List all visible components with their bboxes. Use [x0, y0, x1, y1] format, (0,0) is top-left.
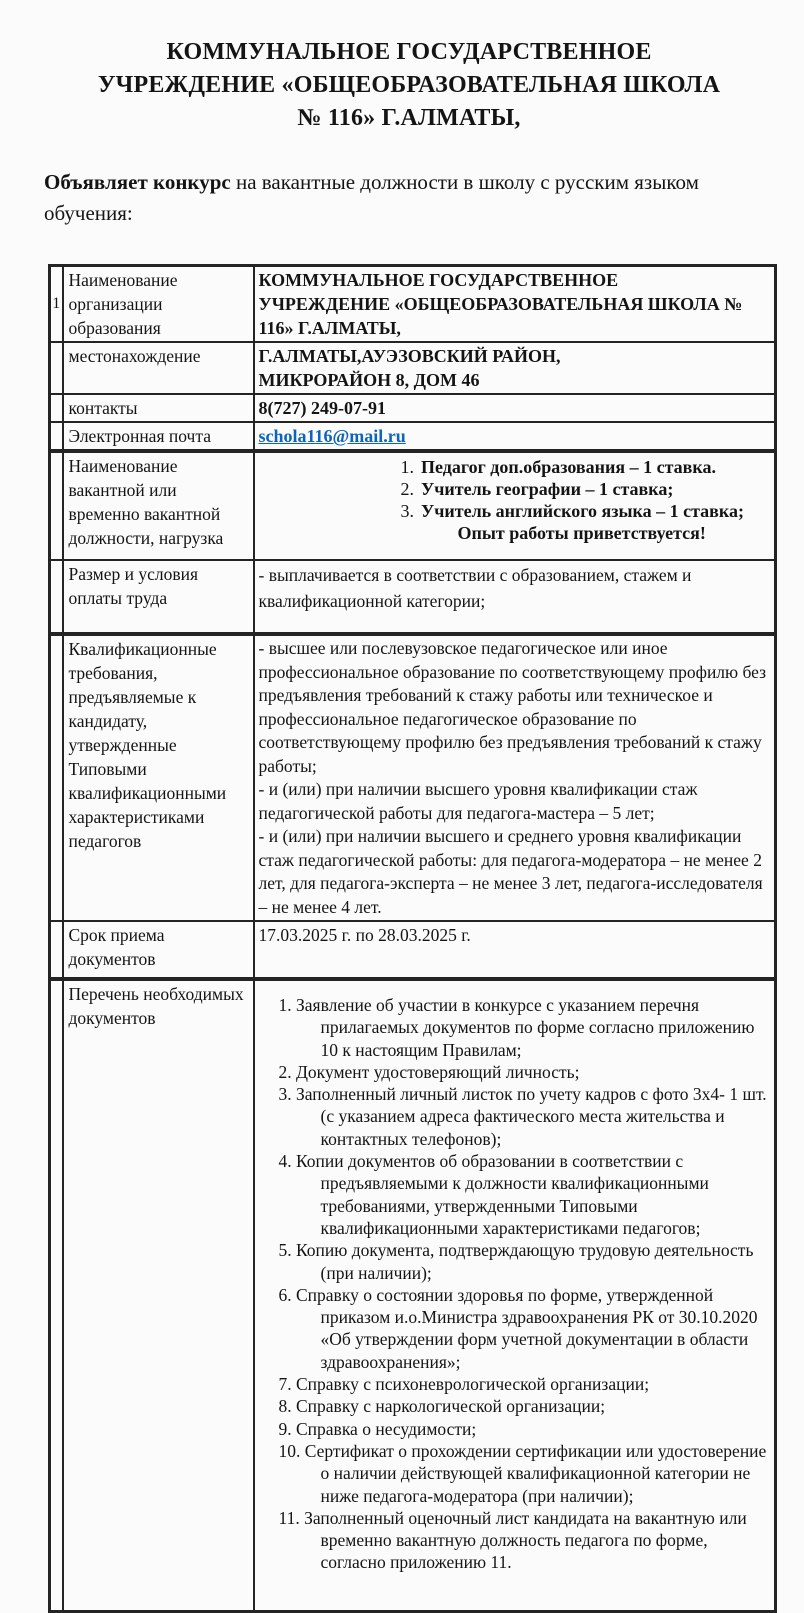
value-salary: - выплачивается в соответствии с образованием, стажем и квалификационной категории;: [254, 560, 776, 634]
vacancy-item: [401, 500, 769, 522]
document-list-item: 5. Копию документа, подтверждающую трудовую деятельность (при наличии);: [278, 1240, 754, 1283]
document-list-item: 10. Сертификат о прохождении сертификации или удостоверение о наличии действующей квалификационной категории не ниже педагога-модератора (при наличии);: [278, 1440, 767, 1506]
document-list-item: 11. Заполненный оценочный лист кандидата на вакантную или временно вакантную должность педагога по форме, согласно приложению 11.: [278, 1507, 747, 1573]
org-name-line: КОММУНАЛЬНОЕ ГОСУДАРСТВЕННОЕ: [258, 270, 619, 290]
label-org-name: Наименование организации образования: [63, 266, 254, 343]
experience-note: Опыт работы приветствуется!: [457, 523, 706, 543]
vacancy-item: [401, 478, 769, 500]
label-email: Электронная почта: [63, 422, 254, 451]
table-row-vacancies: [50, 451, 776, 560]
qualification-paragraph: - высшее или послевузовское педагогическое или иное профессиональное образование по соответствующему профилю без предъявления требований к стажу работы или техническое и профессиональное педагогическое образование по соответствующему профилю без предъявления требований к стажу работы;: [258, 638, 767, 776]
intro-bold-text: Объявляет конкурс: [44, 170, 231, 194]
vacancy-item-number: 3.: [400, 501, 414, 521]
vacancy-item-number: 2.: [400, 479, 414, 499]
vacancy-item: [401, 456, 769, 478]
table-row-email: [50, 422, 776, 451]
document-list-item: 2. Документ удостоверяющий личность;: [278, 1061, 580, 1082]
location-line: МИКРОРАЙОН 8, ДОМ 46: [258, 370, 480, 390]
label-qualifications: Квалификационные требования, предъявляемые к кандидату, утвержденные Типовыми квалификационными характеристиками педагогов: [63, 634, 254, 921]
document-list-item: 8. Справку с наркологической организации;: [278, 1396, 606, 1417]
row-index-cell: [50, 394, 63, 422]
table-row-required-documents: [50, 979, 776, 1611]
value-qualifications: [254, 634, 776, 921]
row-index-cell: 1: [50, 266, 63, 343]
table-row-org-name: [50, 266, 776, 343]
page-title: [44, 36, 774, 135]
row-index-cell: [50, 422, 63, 451]
label-salary: Размер и условия оплаты труда: [63, 560, 254, 634]
value-required-documents: [254, 979, 776, 1611]
vacancy-table: [48, 264, 777, 1613]
label-required-documents: Перечень необходимых документов: [63, 979, 254, 1611]
vacancy-item-text: Учитель географии – 1 ставка;: [421, 479, 674, 499]
row-index-cell: [50, 342, 63, 394]
document-list-item: 4. Копии документов об образовании в соответствии с предъявляемыми к должности квалификационными требованиями, утвержденными Типовыми квалификационными характеристиками педагогов;: [278, 1151, 709, 1238]
value-phone-number: 8(727) 249-07-91: [254, 394, 776, 422]
document-list-item: 6. Справку о состоянии здоровья по форме, утвержденной приказом и.о.Министра здравоохранения РК от 30.10.2020 «Об утверждении форм учетной документации в области здравоохранения»;: [278, 1284, 758, 1372]
table-row-salary: [50, 560, 776, 634]
table-row-deadline: [50, 921, 776, 979]
vacancy-item-number: 1.: [400, 457, 414, 477]
org-name-line: УЧРЕЖДЕНИЕ «ОБЩЕОБРАЗОВАТЕЛЬНАЯ ШКОЛА №: [258, 294, 743, 314]
label-location: местонахождение: [63, 342, 254, 394]
org-name-line: 116» Г.АЛМАТЫ,: [258, 318, 401, 338]
value-org-name: [254, 266, 776, 343]
document-list-item: 7. Справку с психоневрологической организации;: [278, 1374, 650, 1395]
table-row-contacts: [50, 394, 776, 422]
email-link[interactable]: schola116@mail.ru: [258, 426, 406, 446]
document-list-item: 9. Справка о несудимости;: [278, 1418, 477, 1439]
label-vacancies: Наименование вакантной или временно вакантной должности, нагрузка: [63, 451, 254, 560]
title-line-1: КОММУНАЛЬНОЕ ГОСУДАРСТВЕННОЕ: [166, 39, 652, 65]
label-contacts: контакты: [63, 394, 254, 422]
label-deadline: Срок приема документов: [63, 921, 254, 979]
document-list-item: 1. Заявление об участии в конкурсе с указанием перечня прилагаемых документов по форме согласно приложению 10 к настоящим Правилам;: [278, 995, 755, 1060]
intro-paragraph: [44, 167, 774, 229]
table-row-qualifications: [50, 634, 776, 921]
location-line: Г.АЛМАТЫ,АУЭЗОВСКИЙ РАЙОН,: [258, 346, 561, 366]
value-location: [254, 342, 776, 394]
vacancy-item-text: Педагог доп.образования – 1 ставка.: [421, 457, 716, 477]
document-list-item: 3. Заполненный личный листок по учету кадров с фото 3х4- 1 шт. (с указанием адреса фактического места жительства и контактных телефонов);: [278, 1084, 767, 1149]
qualification-paragraph: - и (или) при наличии высшего и среднего уровня квалификации стаж педагогической работы: для педагога-модератора – не менее 2 лет, для педагога-эксперта – не менее 3 лет, педагога-исследователя – не менее 4 лет.: [258, 826, 763, 917]
intro-rest-text: на вакантные должности в школу с русским языком обучения:: [44, 170, 699, 225]
value-deadline-dates: 17.03.2025 г. по 28.03.2025 г.: [254, 921, 776, 979]
documents-list: [279, 982, 769, 1574]
row-index-cell: [50, 634, 63, 921]
row-index-cell: [50, 979, 63, 1611]
table-row-location: [50, 342, 776, 394]
title-line-3: № 116» Г.АЛМАТЫ,: [297, 105, 521, 131]
qualification-paragraph: - и (или) при наличии высшего уровня квалификации стаж педагогической работы для педагога-мастера – 5 лет;: [258, 779, 698, 823]
row-index-cell: [50, 451, 63, 560]
vacancy-list: [401, 454, 769, 544]
value-vacancies: [254, 451, 776, 560]
value-email: [254, 422, 776, 451]
row-index-cell: [50, 921, 63, 979]
title-line-2: УЧРЕЖДЕНИЕ «ОБЩЕОБРАЗОВАТЕЛЬНАЯ ШКОЛА: [97, 72, 721, 98]
vacancy-item-text: Учитель английского языка – 1 ставка;: [421, 501, 744, 521]
row-index-cell: [50, 560, 63, 634]
